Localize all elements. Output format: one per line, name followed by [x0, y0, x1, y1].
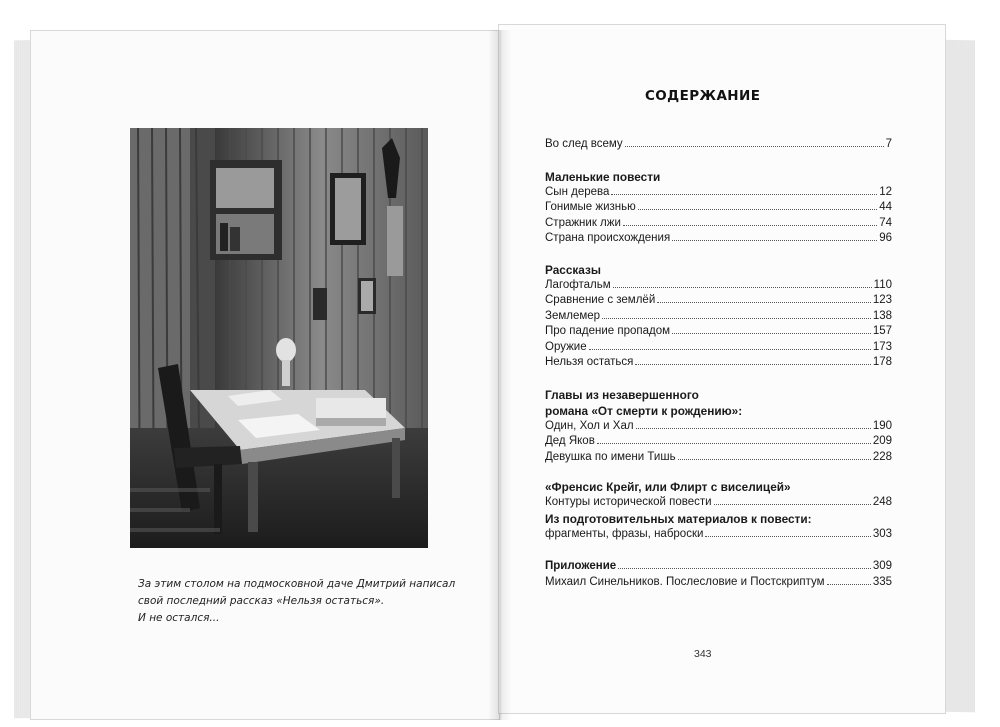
dot-leader [705, 536, 870, 537]
toc-entry-title: Про падение пропадом [545, 325, 671, 337]
dot-leader [635, 364, 870, 365]
dot-leader [672, 240, 877, 241]
toc-entry [545, 341, 892, 357]
toc-entry-page: 157 [872, 325, 892, 337]
toc-entry-title: Один, Хол и Хал [545, 419, 634, 432]
toc-entry-page: 303 [872, 527, 892, 540]
toc-entry-title: Приложение [545, 560, 617, 572]
toc-entry [545, 576, 892, 592]
section-heading: романа «От смерти к рождению»: [545, 403, 743, 418]
section-heading: Рассказы [545, 262, 601, 277]
toc-entry-page: 96 [879, 232, 892, 244]
table-of-contents [545, 138, 892, 591]
section-heading: «Френсис Крейг, или Флирт с виселицей» [545, 480, 791, 494]
photo-caption [138, 576, 468, 627]
toc-entry-page: 335 [872, 575, 892, 588]
dot-leader [597, 443, 871, 444]
dot-leader [623, 225, 877, 226]
toc-entry-page: 248 [872, 496, 892, 508]
dot-leader [714, 504, 871, 505]
toc-entry [545, 217, 892, 233]
book-gutter [488, 30, 512, 720]
dot-leader [611, 194, 877, 195]
page-number: 343 [694, 648, 712, 660]
toc-entry [545, 528, 892, 544]
dot-leader [589, 349, 871, 350]
caption-line: И не остался... [138, 612, 220, 624]
toc-entry-page: 138 [872, 309, 892, 322]
toc-entry-title: Гонимые жизнью [545, 201, 636, 213]
toc-entry-page: 74 [879, 216, 892, 229]
toc-entry-page: 123 [872, 294, 892, 306]
dot-leader [625, 146, 884, 147]
dot-leader [602, 318, 871, 319]
toc-entry-title: Стражник лжи [545, 216, 621, 229]
toc-entry-page: 173 [872, 340, 892, 353]
dot-leader [672, 333, 871, 334]
caption-line: свой последний рассказ «Нельзя остаться». [138, 595, 385, 607]
toc-entry-page: 178 [872, 356, 892, 368]
toc-entry-page: 44 [879, 201, 892, 213]
toc-entry [545, 325, 892, 341]
desk-photo [130, 128, 428, 548]
dot-leader [613, 287, 872, 288]
toc-entry-appendix [545, 560, 892, 576]
dot-leader [618, 568, 871, 569]
toc-entry-page: 209 [872, 435, 892, 447]
toc-entry [545, 138, 892, 154]
dot-leader [638, 209, 877, 210]
dot-leader [678, 459, 871, 460]
dot-leader [657, 302, 871, 303]
toc-entry-page: 190 [872, 419, 892, 432]
toc-entry-title: Контуры исторической повести [545, 496, 712, 508]
toc-entry-title: Сын дерева [545, 185, 610, 198]
toc-entry-title: Дед Яков [545, 435, 595, 447]
toc-entry [545, 201, 892, 217]
toc-entry [545, 356, 892, 372]
toc-entry-title: Сравнение с землёй [545, 294, 656, 306]
toc-entry-page: 228 [872, 450, 892, 463]
toc-entry [545, 496, 892, 512]
toc-entry [545, 232, 892, 248]
caption-line: За этим столом на подмосковной даче Дмитрий написал [138, 578, 456, 590]
toc-entry [545, 310, 892, 326]
section-subheading: Из подготовительных материалов к повести: [545, 511, 812, 526]
toc-entry-page: 110 [873, 278, 892, 291]
toc-entry-title: Во след всему [545, 138, 623, 150]
toc-entry-title: Страна происхождения [545, 232, 671, 244]
toc-entry-page: 309 [872, 560, 892, 572]
toc-entry [545, 435, 892, 451]
toc-entry [545, 279, 892, 295]
toc-entry-title: Землемер [545, 309, 601, 322]
section-heading: Маленькие повести [545, 169, 661, 184]
toc-entry-page: 7 [885, 138, 892, 150]
toc-entry-title: Лагофтальм [545, 278, 611, 291]
toc-entry-title: Михаил Синельников. Послесловие и Постскриптум [545, 575, 825, 588]
toc-entry [545, 294, 892, 310]
toc-entry [545, 420, 892, 436]
dot-leader [636, 428, 871, 429]
toc-entry-title: Девушка по имени Тишь [545, 450, 676, 463]
toc-entry-title: Оружие [545, 340, 587, 353]
toc-entry-title: фрагменты, фразы, наброски [545, 527, 704, 540]
toc-entry-page: 12 [879, 185, 892, 198]
dot-leader [827, 584, 871, 585]
section-heading: Главы из незавершенного [545, 387, 699, 402]
page-title: СОДЕРЖАНИЕ [645, 88, 761, 104]
toc-entry-title: Нельзя остаться [545, 356, 634, 368]
toc-entry [545, 186, 892, 202]
toc-entry [545, 451, 892, 467]
